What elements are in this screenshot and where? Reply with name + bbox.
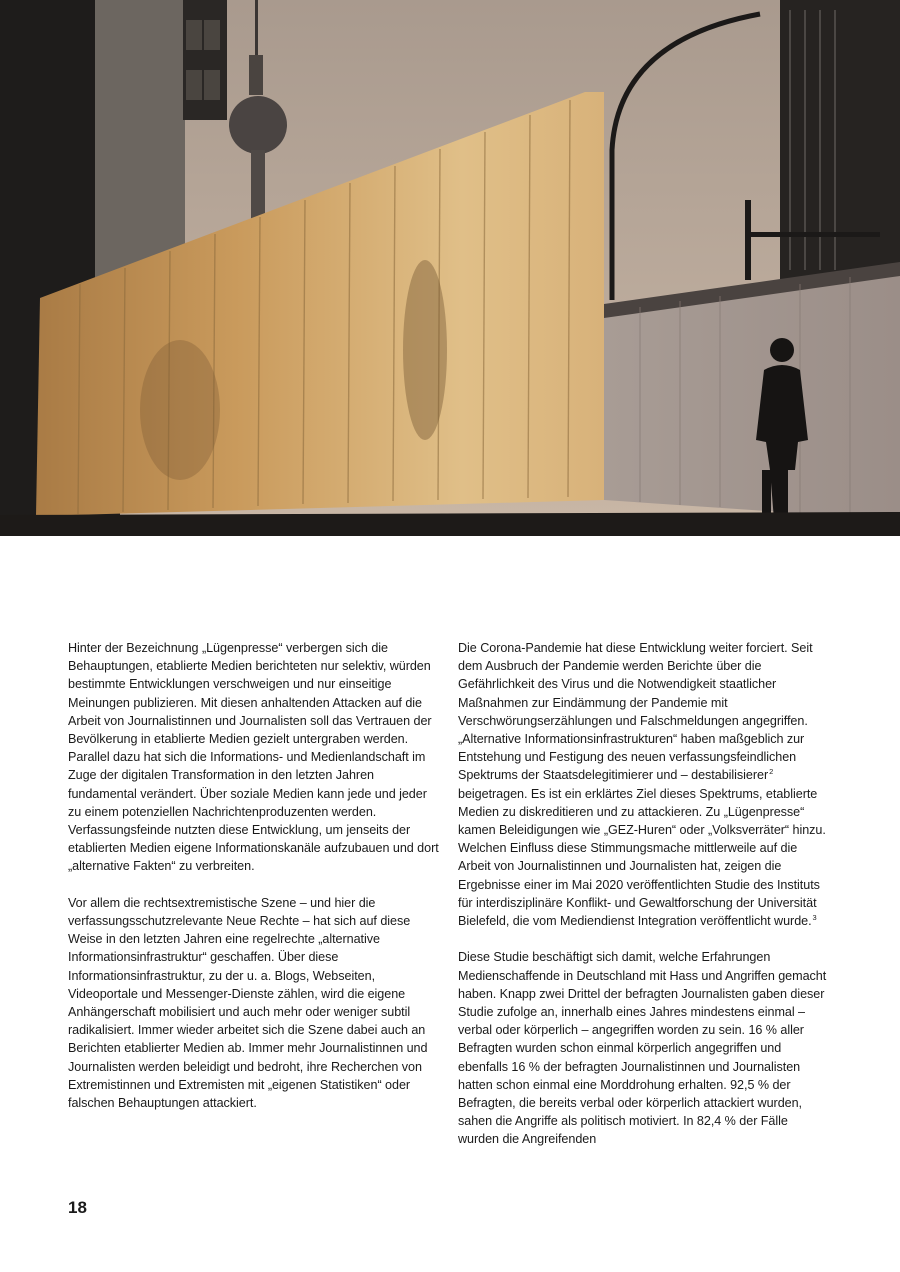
right-text-column <box>458 639 830 1167</box>
paragraph: Vor allem die rechtsextremistische Szene – und hier die verfassungsschutzrelevante Neue Rechte – hat sich auf diese Weise in den letzten Jahren eine regelrechte „alternative Informationsinfrastruktur“ geschaffen. Über diese Informationsinfrastruktur, zu der u. a. Blogs, Webseiten, Videoportale und Messenger-Dienste zählen, wird die eigene Anhängerschaft mobilisiert und auch mehr oder weniger subtil radikalisiert. Immer wieder arbeitet sich die Szene dabei auch an Berichten etablierter Medien ab. Immer mehr Journalistinnen und Journalisten werden beleidigt und bedroht, ihre Recherchen von Extremistinnen und Extremisten mit „eigenen Statistiken“ oder falschen Behauptungen attackiert. <box>68 895 428 1111</box>
paragraph-text: Die Corona-Pandemie hat diese Entwicklung weiter forciert. Seit dem Ausbruch der Pandemie werden Berichte über die Gefährlichkeit des Virus und die Notwendigkeit staatlicher Maßnahmen zur Eindämmung der Pandemie mit Verschwörungserzählungen und Falschmeldungen angegriffen. „Alternative Informationsinfrastrukturen“ haben maßgeblich zur Entstehung und Festigung des neuen verfassungsfeindlichen Spektrums der Staatsdelegitimierer und – destabilisierer <box>458 641 813 783</box>
page-number: 18 <box>68 1198 87 1217</box>
paragraph: Hinter der Bezeichnung „Lügenpresse“ verbergen sich die Behauptungen, etablierte Medien berichteten nur selektiv, würden bestimmte Entwicklungen verschweigen und nur einseitige Meinungen publizieren. Mit diesen anhaltenden Attacken auf die Arbeit von Journalistinnen und Journalisten soll das Vertrauen der Bevölkerung in etablierte Medien gezielt untergraben werden. Parallel dazu hat sich die Informations- und Medienlandschaft im Zuge der digitalen Transformation in den letzten Jahren fundamental verändert. Über soziale Medien kann jede und jeder zu einem potenziellen Nachrichtenproduzenten werden. Verfassungsfeinde nutzten diese Entwicklung, um jenseits der etablierten Medien eigene Informationskanäle aufzubauen und dort „alternative Fakten“ zu verbreiten. <box>68 641 439 874</box>
hero-photo <box>0 0 900 536</box>
footnote-marker: 2 <box>769 767 774 777</box>
paragraph-text: beigetragen. Es ist ein erklärtes Ziel dieses Spektrums, etablierte Medien zu diskreditieren und zu attackieren. Zu „Lügenpresse“ kamen Beleidigungen wie „GEZ-Huren“ oder „Volksverräter“ hinzu. Welchen Einfluss diese Stimmungsmache mittlerweile auf die Arbeit von Journalistinnen und Journalisten hat, zeigen die Ergebnisse einer im Mai 2020 veröffentlichten Studie des Instituts für interdisziplinäre Konflikt- und Gewaltforschung der Universität Bielefeld, die vom Mediendienst Integration veröffentlicht wurde. <box>458 786 826 929</box>
left-text-column <box>68 639 440 1130</box>
berlin-wall-illustration <box>0 0 900 536</box>
paragraph: Diese Studie beschäftigt sich damit, welche Erfahrungen Medienschaffende in Deutschland mit Hass und Angriffen gemacht haben. Knapp zwei Drittel der befragten Journalisten gaben dieser Studie zufolge an, innerhalb eines Jahres mindestens einmal – verbal oder körperlich – angegriffen worden zu sein. 16 % aller Befragten wurden schon einmal körperlich angegriffen und ebenfalls 16 % der befragten Journalistinnen und Journalisten hatten schon einmal eine Morddrohung erhalten. 92,5 % der Befragten, die bereits verbal oder körperlich attackiert wurden, sahen die Angriffe als politisch motiviert. In 82,4 % der Fälle wurden die Angreifenden <box>458 950 827 1147</box>
paragraph <box>458 639 830 930</box>
footnote-marker: 3 <box>812 913 817 923</box>
